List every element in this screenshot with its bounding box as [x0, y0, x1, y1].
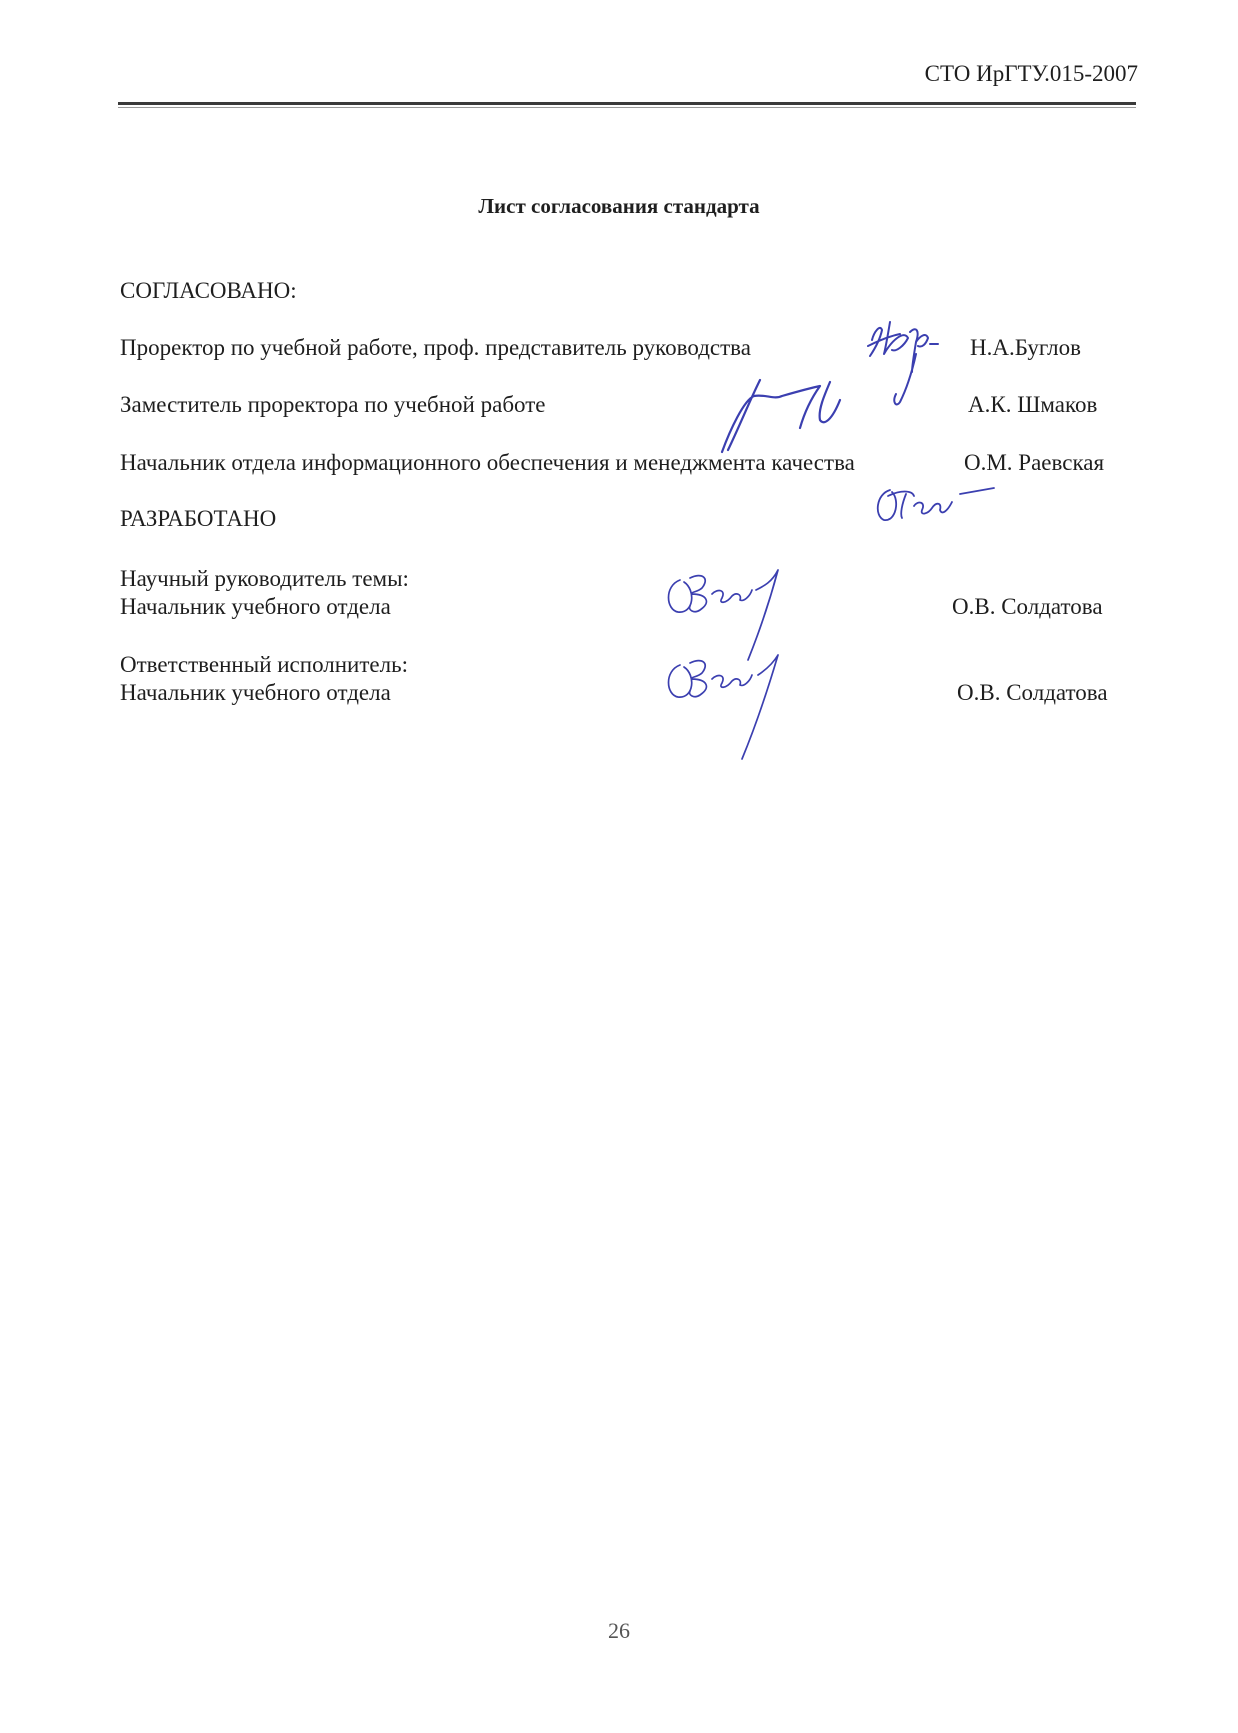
developed-position-2: Начальник учебного отдела	[120, 680, 391, 705]
agreed-name-2: А.К. Шмаков	[968, 392, 1098, 417]
developed-heading: РАЗРАБОТАНО	[120, 506, 277, 531]
developed-name-2: О.В. Солдатова	[957, 680, 1108, 705]
agreed-name-3: О.М. Раевская	[964, 450, 1105, 475]
agreed-position-2: Заместитель проректора по учебной работе	[120, 392, 546, 417]
document-code: СТО ИрГТУ.015-2007	[924, 61, 1138, 86]
page-number: 26	[608, 1618, 630, 1643]
agreed-position-1: Проректор по учебной работе, проф. представитель руководства	[120, 335, 751, 360]
developed-role-1: Научный руководитель темы:	[120, 566, 409, 591]
developed-role-2: Ответственный исполнитель:	[120, 652, 408, 677]
page-title: Лист согласования стандарта	[478, 194, 760, 218]
developed-position-1: Начальник учебного отдела	[120, 594, 391, 619]
signature-raevskaya	[870, 470, 1000, 530]
developed-name-1: О.В. Солдатова	[952, 594, 1103, 619]
header-rule	[118, 102, 1136, 105]
signature-soldatova-2	[660, 645, 830, 765]
signature-shmakov	[700, 370, 880, 460]
agreed-position-3: Начальник отдела информационного обеспечения и менеджмента качества	[120, 450, 855, 475]
header-rule-thin	[118, 107, 1136, 108]
agreed-name-1: Н.А.Буглов	[970, 335, 1081, 360]
agreed-heading: СОГЛАСОВАНО:	[120, 278, 297, 303]
